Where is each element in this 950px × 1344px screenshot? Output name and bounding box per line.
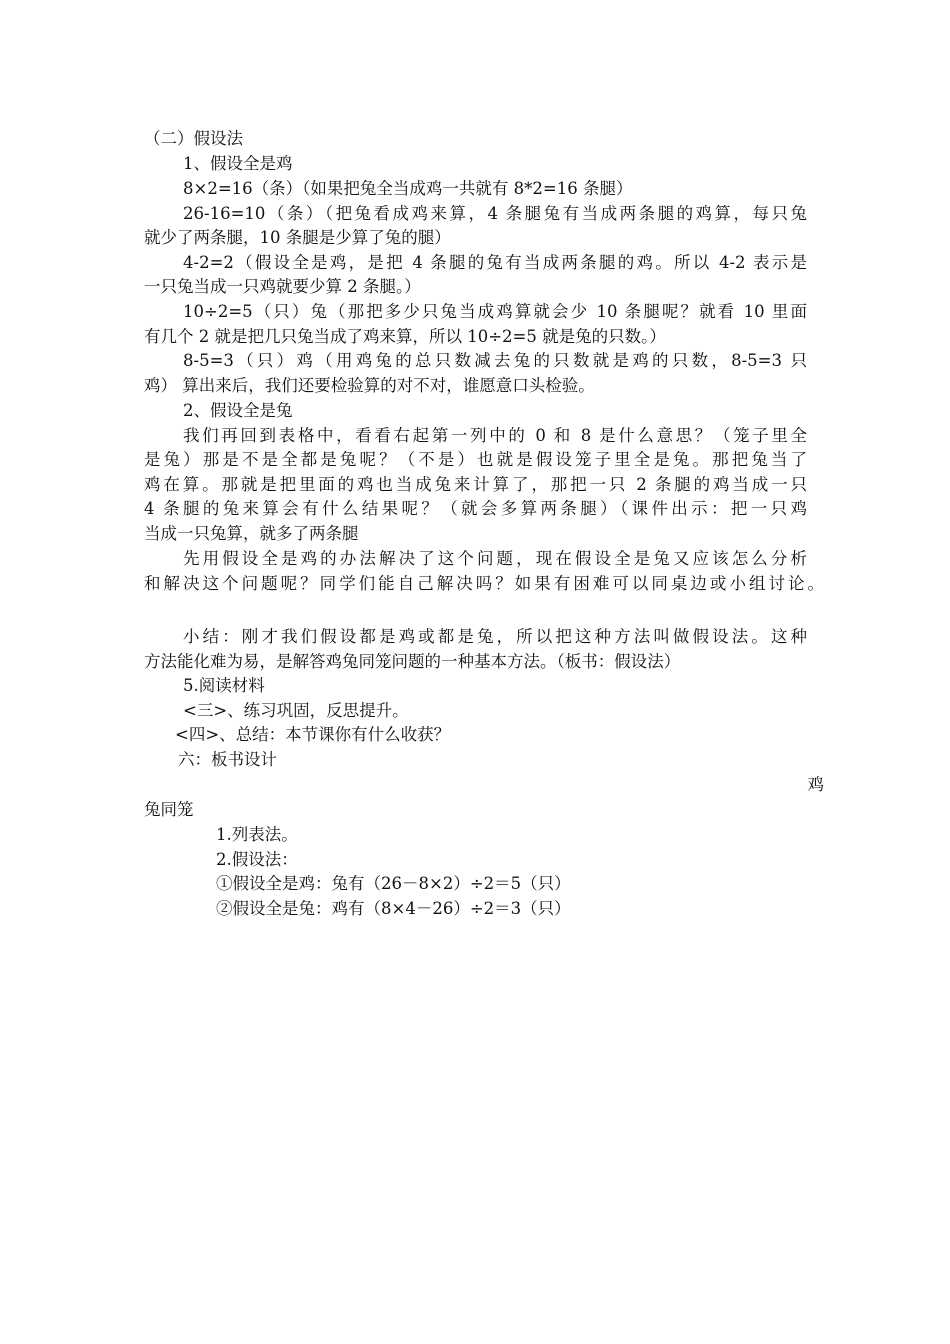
part1-line: 一只兔当成一只鸡就要少算 2 条腿。） (144, 277, 421, 296)
part2-line: 是兔）那是不是全都是兔呢？（不是）也就是假设笼子里全是兔。那把兔当了 (144, 450, 807, 469)
part2-line: 先用假设全是鸡的办法解决了这个问题，现在假设全是兔又应该怎么分析 (183, 549, 807, 568)
part2-heading: 2、假设全是兔 (183, 401, 293, 420)
part1-line: 就少了两条腿，10 条腿是少算了兔的腿） (144, 228, 451, 247)
conclusion-section: <四>、总结：本节课你有什么收获？ (175, 725, 451, 744)
summary-line: 小结：刚才我们假设都是鸡或都是兔，所以把这种方法叫做假设法。这种 (183, 627, 807, 646)
reading-material: 5.阅读材料 (183, 676, 265, 695)
part1-line: 8-5=3（只）鸡（用鸡兔的总只数减去兔的只数就是鸡的只数，8-5=3 只 (183, 351, 807, 370)
board-formula: ①假设全是鸡：兔有（26－8×2）÷2＝5（只） (216, 874, 571, 893)
board-design-heading: 六：板书设计 (178, 750, 277, 769)
board-method: 1.列表法。 (216, 825, 298, 844)
part1-line: 有几个 2 就是把几只兔当成了鸡来算，所以 10÷2=5 就是兔的只数。） (144, 327, 666, 346)
board-method: 2.假设法： (216, 850, 298, 869)
part1-line: 4-2=2（假设全是鸡，是把 4 条腿的兔有当成两条腿的鸡。所以 4-2 表示是 (183, 253, 807, 272)
part2-line: 和解决这个问题呢？同学们能自己解决吗？如果有困难可以同桌边或小组讨论。 (144, 574, 824, 593)
summary-line: 方法能化难为易，是解答鸡兔同笼问题的一种基本方法。（板书：假设法） (144, 652, 681, 671)
part1-line: 8×2=16（条）（如果把兔全当成鸡一共就有 8*2=16 条腿） (183, 179, 633, 198)
part2-line: 我们再回到表格中，看看右起第一列中的 0 和 8 是什么意思？（笼子里全 (183, 426, 807, 445)
part2-line: 4 条腿的兔来算会有什么结果呢？（就会多算两条腿）（课件出示：把一只鸡 (144, 499, 807, 518)
part1-line: 26-16=10（条）（把兔看成鸡来算，4 条腿兔有当成两条腿的鸡算，每只兔 (183, 204, 807, 223)
part1-line: 10÷2=5（只）兔（那把多少只兔当成鸡算就会少 10 条腿呢？就看 10 里面 (183, 302, 807, 321)
board-title: 鸡 (807, 775, 824, 794)
board-formula: ②假设全是兔：鸡有（8×4－26）÷2＝3（只） (216, 899, 571, 918)
part1-heading: 1、假设全是鸡 (183, 154, 293, 173)
practice-section: <三>、练习巩固，反思提升。 (183, 701, 409, 720)
part2-line: 当成一只兔算，就多了两条腿 (144, 524, 359, 543)
part1-line: 鸡） 算出来后，我们还要检验算的对不对，谁愿意口头检验。 (144, 376, 595, 395)
section-title: （二）假设法 (144, 129, 243, 148)
board-title: 兔同笼 (144, 800, 194, 819)
part2-line: 鸡在算。那就是把里面的鸡也当成兔来计算了，那把一只 2 条腿的鸡当成一只 (144, 475, 807, 494)
